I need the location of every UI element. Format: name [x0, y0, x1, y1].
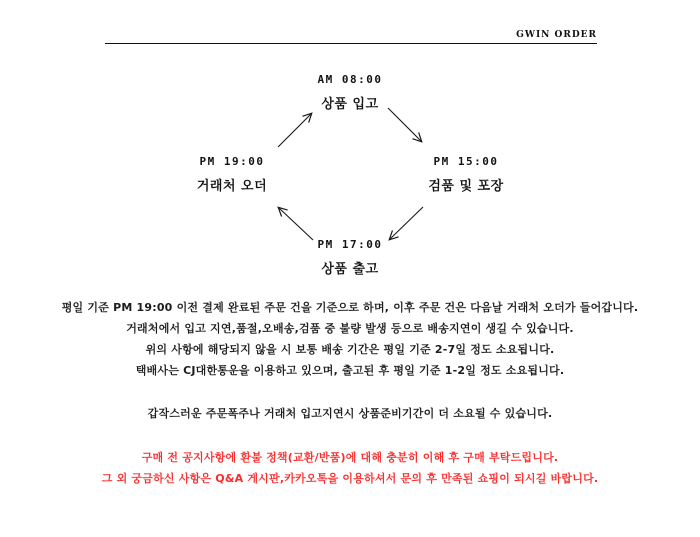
- cycle-node-shipping: [280, 238, 420, 277]
- node-time: PM 19:00: [199, 155, 265, 168]
- node-label: 상품 입고: [321, 97, 379, 112]
- cycle-node-inspection: [396, 155, 536, 194]
- arrow-top-to-right-icon: [388, 108, 421, 141]
- node-label: 검품 및 포장: [428, 179, 504, 194]
- note-line: 위의 사항에 해당되지 않을 시 보통 배송 기간은 평일 기준 2-7일 정도 소요됩니다.: [145, 343, 555, 356]
- note-line: 거래처에서 입고 지연,품절,오배송,검품 중 불량 발생 등으로 배송지연이 생길 수 있습니다.: [126, 322, 574, 335]
- warning-line: 그 외 궁금하신 사항은 Q&A 게시판,카카오톡을 이용하셔서 문의 후 만족된 쇼핑이 되시길 바랍니다.: [101, 472, 599, 485]
- shipping-notes: [0, 297, 700, 489]
- node-time: PM 15:00: [433, 155, 499, 168]
- arrow-bottom-to-left-icon: [279, 208, 313, 240]
- cycle-node-vendor-order: [162, 155, 302, 194]
- node-label: 거래처 오더: [196, 179, 268, 194]
- note-line: 갑작스러운 주문폭주나 거래처 입고지연시 상품준비기간이 더 소요될 수 있습니다.: [147, 407, 553, 420]
- warning-line: 구매 전 공지사항에 환불 정책(교환/반품)에 대해 충분히 이해 후 구매 부탁드립니다.: [141, 451, 559, 464]
- order-cycle-diagram: [0, 55, 700, 290]
- node-time: AM 08:00: [317, 73, 383, 86]
- page-title: GWIN ORDER: [516, 30, 597, 40]
- note-line: 평일 기준 PM 19:00 이전 결제 완료된 주문 건을 기준으로 하며, 이후 주문 건은 다음날 거래처 오더가 들어갑니다.: [61, 301, 639, 314]
- arrow-left-to-top-icon: [278, 114, 311, 147]
- header-divider: [105, 22, 597, 44]
- cycle-node-incoming: [280, 73, 420, 112]
- arrow-right-to-bottom-icon: [390, 207, 423, 239]
- note-line: 택배사는 CJ대한통운을 이용하고 있으며, 출고된 후 평일 기준 1-2일 정도 소요됩니다.: [135, 364, 565, 377]
- node-time: PM 17:00: [317, 238, 383, 251]
- node-label: 상품 출고: [321, 262, 379, 277]
